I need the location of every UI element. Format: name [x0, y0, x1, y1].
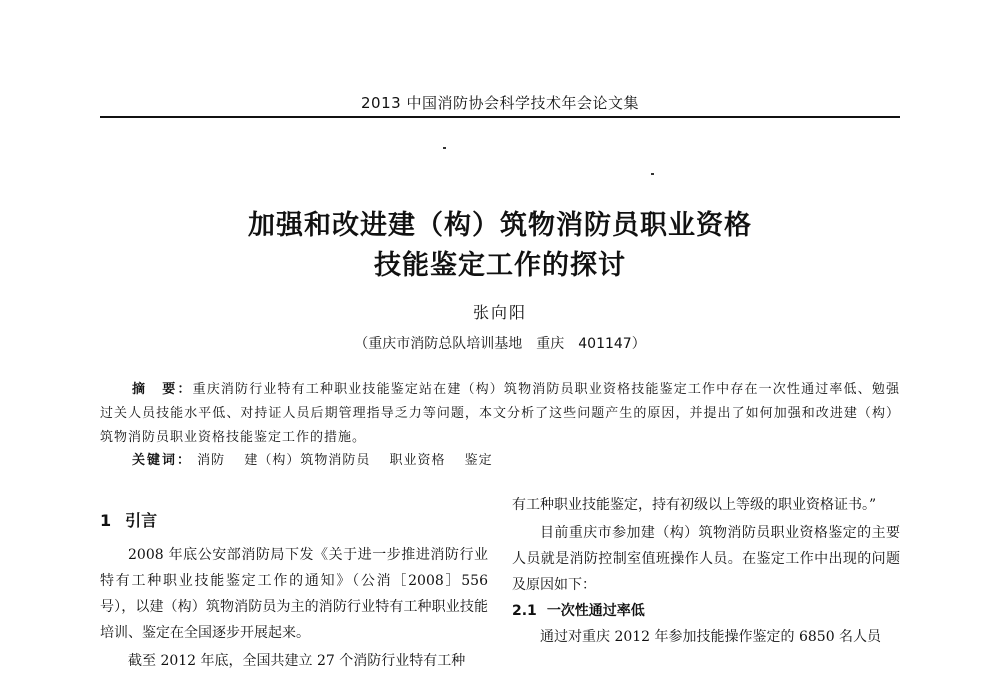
- author-name: 张向阳: [472, 303, 527, 322]
- paragraph: 有工种职业技能鉴定，持有初级以上等级的职业资格证书。”: [512, 497, 877, 513]
- subsection-heading: [512, 598, 900, 624]
- running-header: 2013 中国消防协会科学技术年会论文集: [361, 94, 639, 112]
- keyword: 职业资格: [389, 453, 446, 468]
- subsection-number: 2.1: [512, 603, 537, 619]
- keyword: 消防: [197, 453, 226, 468]
- keyword: 建（构）筑物消防员: [244, 453, 371, 468]
- header-rule: [100, 116, 900, 118]
- abstract-text: 重庆消防行业特有工种职业技能鉴定站在建（构）筑物消防员职业资格技能鉴定工作中存在一次性通过率低、勉强过关人员技能水平低、对持证人员后期管理指导乏力等问题，本文分析了这些问题产生的原因，并提出了如何加强和改进建（构）筑物消防员职业资格技能鉴定工作的措施。: [100, 382, 900, 445]
- scan-speck: [651, 173, 654, 175]
- paper-title-line-1: 加强和改进建（构）筑物消防员职业资格: [248, 210, 752, 241]
- paragraph: 2008 年底公安部消防局下发《关于进一步推进消防行业特有工种职业技能鉴定工作的通知》（公消［2008］556 号），以建（构）筑物消防员为主的消防行业特有工种职业技能培训、鉴定在全国逐步开展起来。: [100, 547, 488, 641]
- keywords-label: 关键词：: [132, 453, 193, 468]
- section-title: 引言: [125, 511, 158, 530]
- subsection-title: 一次性通过率低: [546, 603, 645, 619]
- keywords-line: [132, 449, 507, 468]
- left-column: [100, 508, 488, 674]
- section-number: 1: [100, 511, 112, 530]
- paper-title-line-2: 技能鉴定工作的探讨: [374, 250, 626, 281]
- paragraph: 截至 2012 年底，全国共建立 27 个消防行业特有工种: [128, 653, 466, 669]
- scan-speck: [443, 147, 446, 149]
- paragraph: 目前重庆市参加建（构）筑物消防员职业资格鉴定的主要人员就是消防控制室值班操作人员。在鉴定工作中出现的问题及原因如下：: [512, 525, 900, 593]
- paragraph: 通过对重庆 2012 年参加技能操作鉴定的 6850 名人员: [540, 629, 882, 645]
- abstract-block: [100, 378, 900, 450]
- author-affiliation: （重庆市消防总队培训基地 重庆 401147）: [354, 336, 646, 352]
- abstract-label: 摘 要：: [132, 382, 193, 397]
- section-heading: [100, 508, 488, 534]
- keyword: 鉴定: [464, 453, 493, 468]
- right-column: [512, 492, 900, 650]
